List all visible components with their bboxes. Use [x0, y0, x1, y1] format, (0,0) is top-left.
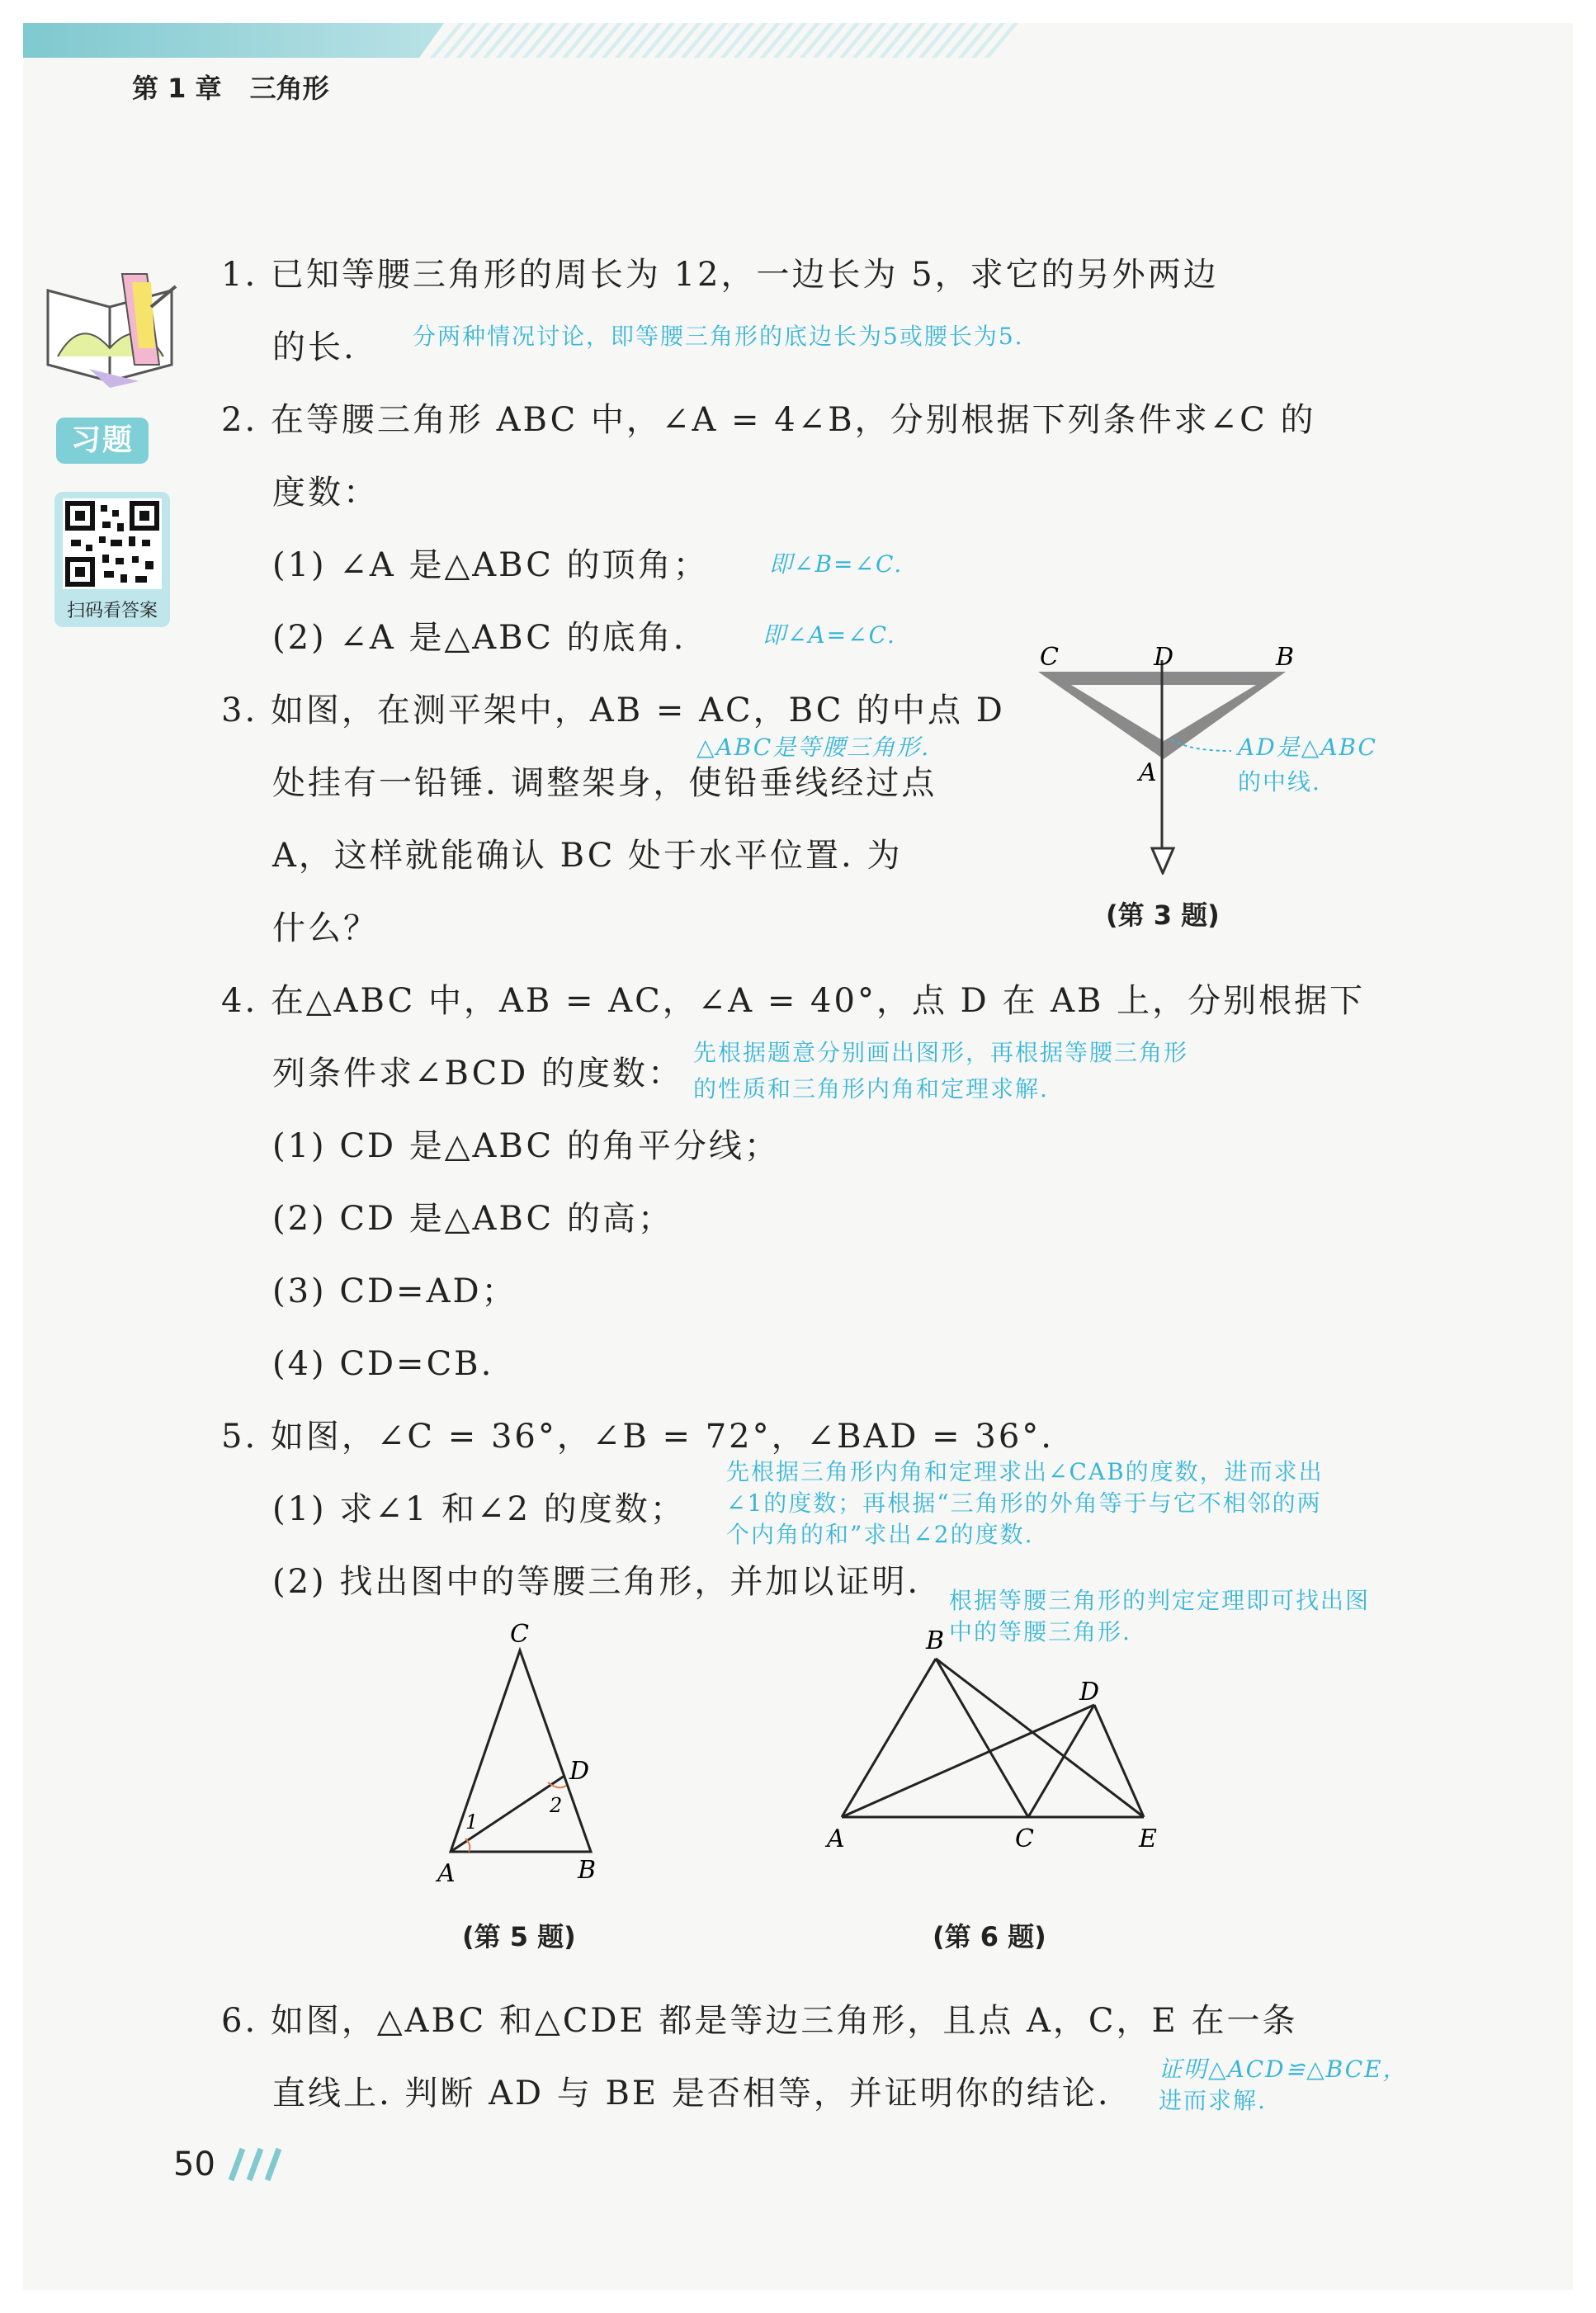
problem-4-sub-4: (4) CD=CB.	[272, 1345, 494, 1383]
problem-5-note-1c: 个内角的和”求出∠2的度数.	[726, 1521, 1034, 1548]
fig6-label-A: A	[827, 1824, 845, 1853]
fig6-label-C: C	[1015, 1824, 1034, 1853]
problem-4-line-1: 4. 在△ABC 中，AB = AC，∠A = 40°，点 D 在 AB 上，分别根据下	[221, 982, 1366, 1020]
header-band	[23, 23, 1022, 58]
problem-2-sub-2: (2) ∠A 是△ABC 的底角.	[272, 619, 687, 657]
problem-6-note-a: 证明△ACD≌△BCE，	[1159, 2056, 1408, 2083]
problem-6-line-2: 直线上. 判断 AD 与 BE 是否相等，并证明你的结论.	[272, 2075, 1111, 2112]
problem-3-line-4: 什么？	[272, 909, 379, 947]
fig5-label-A: A	[437, 1859, 456, 1888]
fig5-label-D: D	[569, 1757, 590, 1786]
figure-5-caption: (第 5 题)	[462, 1921, 576, 1952]
chapter-number: 第 1 章	[132, 73, 222, 104]
figure-5	[429, 1622, 627, 1903]
fig3-label-D: D	[1154, 643, 1174, 672]
figure-6	[817, 1622, 1180, 1862]
qr-code-panel[interactable]	[54, 492, 170, 627]
fig3-label-A: A	[1139, 758, 1157, 787]
problem-4-sub-2: (2) CD 是△ABC 的高；	[272, 1200, 673, 1238]
problem-6-line-1: 6. 如图，△ABC 和△CDE 都是等边三角形，且点 A，C，E 在一条	[221, 2002, 1298, 2040]
problem-3-line-2: 处挂有一铅锤. 调整架身，使铅垂线经过点	[272, 764, 937, 802]
problem-1-line-2: 的长.	[272, 328, 357, 366]
problem-2-sub-1-note: 即∠B=∠C.	[769, 550, 904, 578]
problem-2-sub-1: (1) ∠A 是△ABC 的顶角；	[272, 546, 709, 584]
problem-4-line-2: 列条件求∠BCD 的度数：	[272, 1055, 684, 1093]
problem-4-sub-3: (3) CD=AD；	[272, 1272, 517, 1310]
chapter-title: 三角形	[249, 73, 329, 104]
figure-3-caption: (第 3 题)	[1106, 899, 1220, 931]
problem-2-sub-2-note: 即∠A=∠C.	[763, 621, 896, 649]
fig5-label-C: C	[510, 1622, 529, 1649]
problem-2-line-1: 2. 在等腰三角形 ABC 中，∠A = 4∠B，分别根据下列条件求∠C 的	[221, 401, 1316, 439]
page-number: 50	[173, 2145, 215, 2183]
qr-label: 扫码看答案	[66, 601, 158, 621]
fig3-label-B: B	[1276, 643, 1295, 672]
chapter-heading	[132, 68, 329, 106]
fig6-label-E: E	[1139, 1824, 1157, 1853]
problem-3-line-3: A，这样就能确认 BC 处于水平位置. 为	[272, 837, 903, 875]
problem-1-line-1: 1. 已知等腰三角形的周长为 12，一边长为 5，求它的另外两边	[221, 256, 1219, 294]
fig6-label-B: B	[926, 1626, 945, 1655]
problem-2-line-2: 度数：	[272, 474, 379, 512]
problem-1-note: 分两种情况讨论，即等腰三角形的底边长为5或腰长为5.	[413, 323, 1024, 350]
problem-5-sub-1: (1) 求∠1 和∠2 的度数；	[272, 1490, 686, 1528]
problem-3-note-2b: 的中线.	[1238, 768, 1321, 795]
page-background	[23, 23, 1573, 2290]
exercise-badge: 习题	[56, 418, 149, 464]
problem-5-sub-2: (2) 找出图中的等腰三角形，并加以证明.	[272, 1563, 921, 1601]
fig3-label-C: C	[1040, 643, 1059, 672]
problem-4-sub-1: (1) CD 是△ABC 的角平分线；	[272, 1127, 780, 1165]
fig5-label-B: B	[578, 1856, 597, 1885]
problem-5-line-1: 5. 如图，∠C = 36°，∠B = 72°，∠BAD = 36°.	[221, 1418, 1055, 1456]
problem-3-line-1: 3. 如图，在测平架中，AB = AC，BC 的中点 D	[221, 692, 1005, 729]
problem-3-note-1: △ABC是等腰三角形.	[696, 734, 931, 761]
page-slashes-icon	[220, 2144, 286, 2185]
problem-5-note-1b: ∠1的度数；再根据“三角形的外角等于与它不相邻的两	[726, 1489, 1322, 1517]
problem-5-note-1a: 先根据三角形内角和定理求出∠CAB的度数，进而求出	[726, 1458, 1324, 1485]
qr-code-icon[interactable]	[63, 498, 162, 589]
problem-3-note-2a: AD是△ABC	[1238, 734, 1377, 761]
book-icon	[40, 257, 180, 389]
fig6-label-D: D	[1079, 1678, 1100, 1706]
problem-5-note-2a: 根据等腰三角形的判定定理即可找出图	[949, 1587, 1371, 1614]
problem-4-note-b: 的性质和三角形内角和定理求解.	[693, 1075, 1049, 1102]
fig5-angle-2: 2	[550, 1794, 563, 1817]
problem-5-note-2b: 中的等腰三角形.	[949, 1618, 1131, 1645]
problem-4-note-a: 先根据题意分别画出图形，再根据等腰三角形	[693, 1039, 1189, 1066]
figure-6-caption: (第 6 题)	[933, 1921, 1046, 1952]
fig5-angle-1: 1	[465, 1810, 479, 1834]
problem-6-note-b: 进而求解.	[1159, 2087, 1267, 2114]
